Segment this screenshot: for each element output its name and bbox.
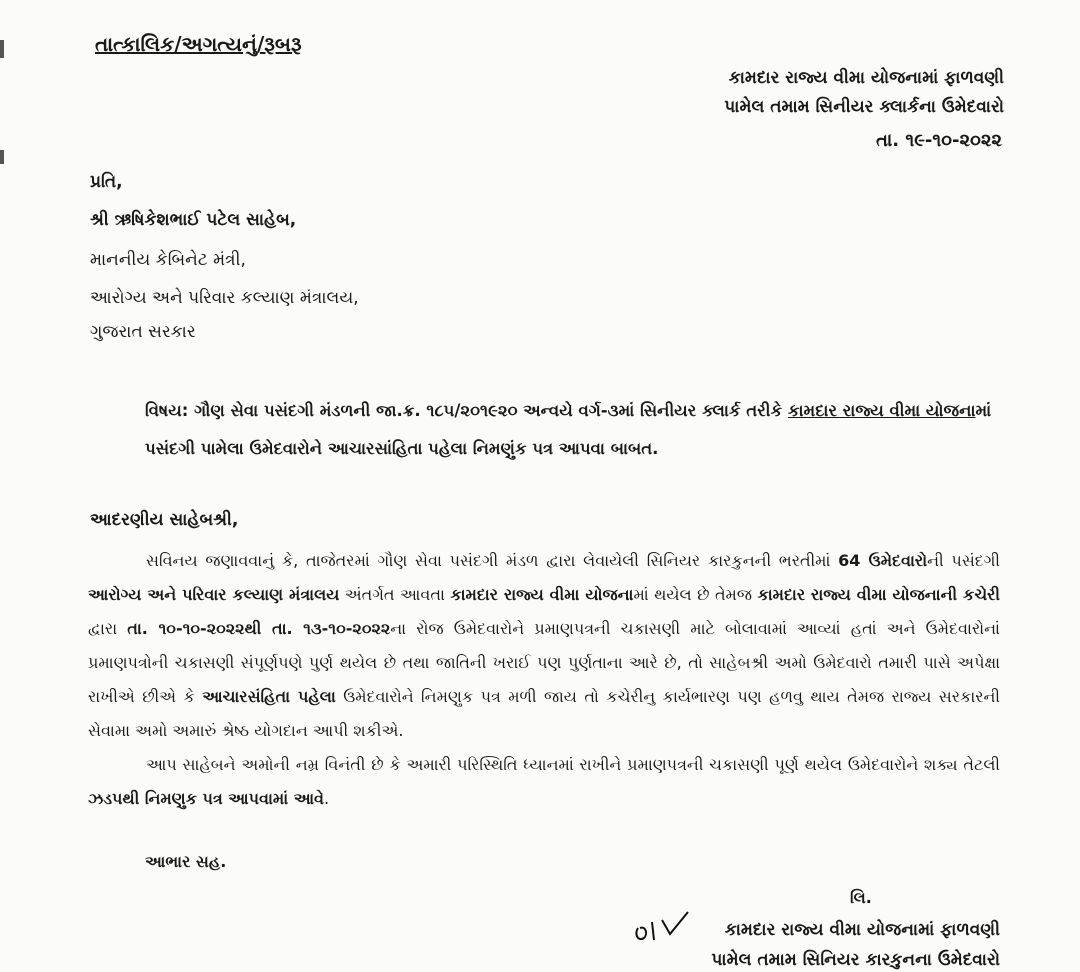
p1-bold: આરોગ્ય અને પરિવાર કલ્યાણ મંત્રાલય — [88, 585, 340, 604]
p1-bold: તા. ૧૦-૧૦-૨૦૨૨થી તા. ૧૩-૧૦-૨૦૨૨ — [127, 619, 391, 638]
body-paragraph-2 — [88, 748, 1000, 816]
body-paragraph-1 — [88, 544, 1000, 748]
p1-text: ના રોજ ઉમેદવારોને પ્રમાણપત્રની ચકાસણી માટે બોલાવામાં આવ્યાં હતાં અને ઉમેદવારોનાં પ્રમાણપત્રોની ચકાસણી સંપૂર્ણપણે પુર્ણ થયેલ છે તથા જાતિની ખરાઈ પણ પુર્ણતાના આરે છે, તો સાહેબશ્રી અમો ઉમેદવારો તમારી પાસે અપેક્ષા રાખીએ છીએ કે — [88, 619, 1000, 706]
addressee-title: માનનીય કેબિનેટ મંત્રી, — [90, 250, 246, 270]
p1-bold: આચારસંહિતા પહેલા — [202, 687, 336, 706]
letter-date: તા. ૧૯-૧૦-૨૦૨૨ — [875, 130, 1002, 151]
scan-edge-mark — [0, 150, 4, 164]
p1-text: માં થયેલ છે તેમજ — [633, 585, 758, 604]
p1-text: ઉમેદવારોને નિમણુક પત્ર મળી જાય તો કચેરીનુ કાર્યભારણ પણ હળવુ થાય તેમજ રાજ્ય સરકારની સેવામા અમો અમારું શ્રેષ્ઠ યોગદાન આપી શકીએ. — [88, 687, 1001, 740]
subject-prefix: વિષય: ગૌણ સેવા પસંદગી મંડળની જા.ક્ર. ૧૮૫/૨૦૧૯૨૦ અન્વયે વર્ગ-૩માં સિનીયર ક્લાર્ક તરીકે — [145, 401, 788, 420]
p1-bold: 64 ઉમેદવારો — [838, 551, 928, 570]
urgent-heading: તાત્કાલિક/અગત્યનું/રૂબરૂ — [95, 32, 302, 56]
sender-line-2: પામેલ તમામ સિનીયર ક્લાર્કના ઉમેદવારો — [724, 97, 1004, 117]
subject-underlined: કામદાર રાજ્ય વીમા યોજના — [787, 401, 976, 420]
subject-line — [145, 392, 1005, 468]
handwritten-signature — [632, 900, 702, 950]
p1-text: ની પસંદગી — [927, 551, 1000, 570]
p2-text: આપ સાહેબને અમોની નમ્ર વિનંતી છે કે અમારી પરિસ્થિતિ ધ્યાનમાં રાખીને પ્રમાણપત્રની ચકાસણી પૂર્ણ થયેલ ઉમેદવારોને શક્ય તેટલી — [146, 755, 1000, 774]
addressee-name: શ્રી ઋષિકેશભાઈ પટેલ સાહેબ, — [90, 210, 297, 230]
p2-bold: ઝડપથી નિમણુક પત્ર આપવામાં આવે — [88, 789, 325, 808]
addressee-ministry: આરોગ્ય અને પરિવાર કલ્યાણ મંત્રાલય, — [90, 288, 359, 308]
p1-bold: કામદાર રાજ્ય વીમા યોજનાની કચેરી — [757, 585, 1000, 604]
p1-text: દ્વારા — [88, 619, 128, 638]
closing-li: લિ. — [850, 888, 872, 907]
signatory-line-2: પામેલ તમામ સિનિયર કારકુનના ઉમેદવારો — [711, 950, 1000, 970]
addressee-to: પ્રતિ, — [90, 172, 123, 192]
subject-suffix: માં પસંદગી પામેલા ઉમેદવારોને આચારસાંહિતા પહેલા નિમણુંક પત્ર આપવા બાબત. — [145, 401, 992, 458]
sender-line-1: કામદાર રાજ્ય વીમા યોજનામાં ફાળવણી — [728, 68, 1004, 88]
p1-bold: કામદાર રાજ્ય વીમા યોજના — [450, 585, 634, 604]
scan-edge-mark — [0, 40, 4, 58]
letter-body — [88, 544, 1000, 816]
p1-text: સવિનય જણાવવાનું કે, તાજેતરમાં ગૌણ સેવા પસંદગી મંડળ દ્વારા લેવાયેલી સિનિયર કારકુનની ભરતીમાં — [146, 551, 839, 570]
closing-thanks: આભાર સહ. — [145, 852, 227, 871]
signatory-line-1: કામદાર રાજ્ય વીમા યોજનામાં ફાળવણી — [724, 920, 1000, 940]
addressee-government: ગુજરાત સરકાર — [90, 322, 196, 342]
p1-text: અંતર્ગત આવતા — [339, 585, 451, 604]
salutation: આદરણીય સાહેબશ્રી, — [90, 510, 239, 530]
p2-text: . — [324, 789, 330, 808]
